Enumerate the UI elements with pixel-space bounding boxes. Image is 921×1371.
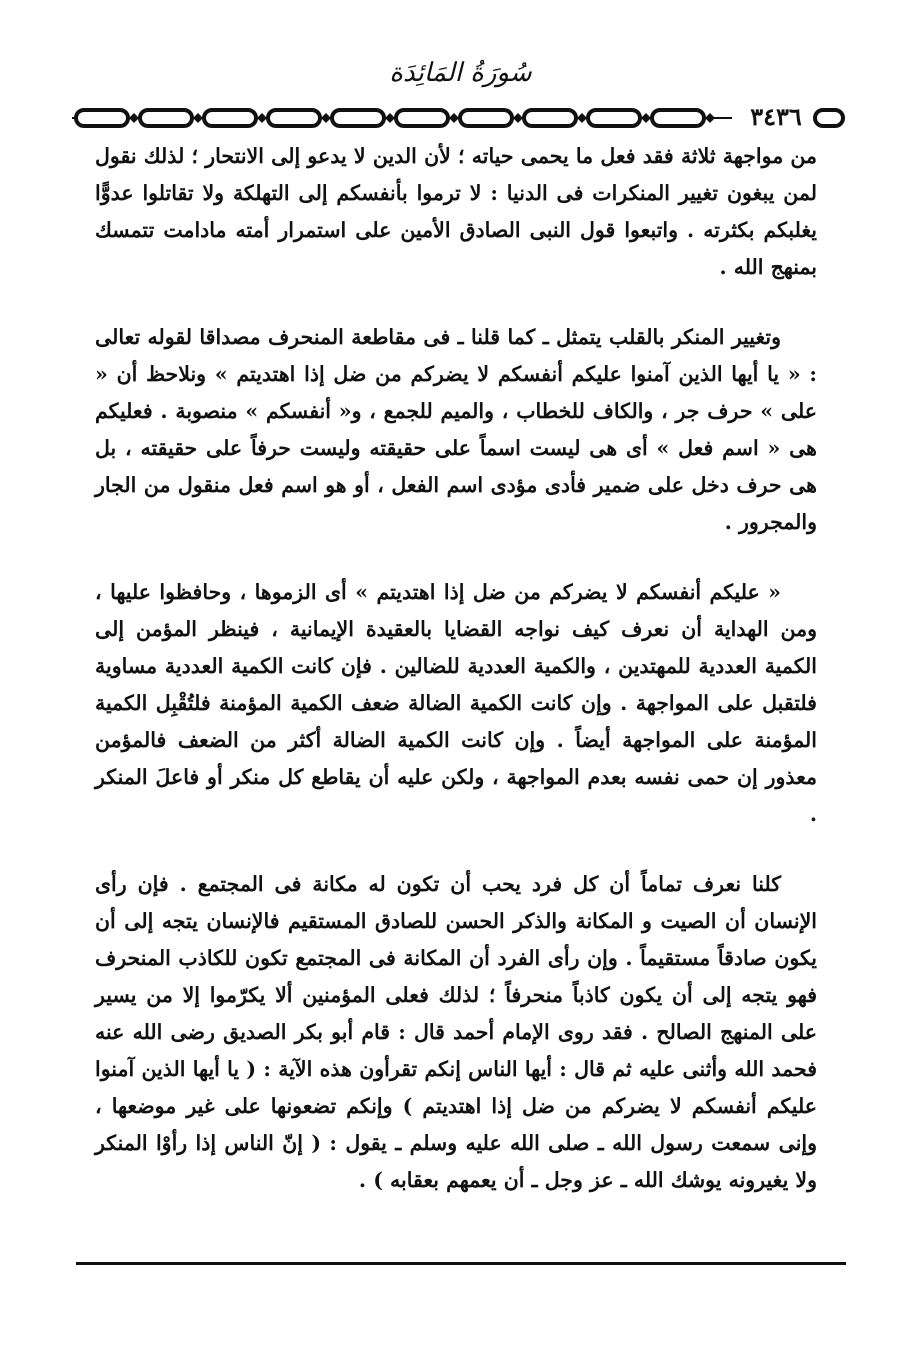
paragraph: من مواجهة ثلاثة فقد فعل ما يحمى حياته ؛ لأن الدين لا يدعو إلى الانتحار ؛ لذلك نقول لمن يبغون تغيير المنكرات فى الدنيا : لا ترموا بأنفسكم إلى التهلكة ولا تقاتلوا عدوًّا يغلبكم بكثرته . واتبعوا قول النبى الصادق الأمين على استمرار أمته مادامت تتمسك بمنهج الله . <box>95 144 817 279</box>
surah-title: سُورَةُ المَائِدَة <box>389 58 532 88</box>
page-number: ٣٤٣٦ <box>750 102 802 131</box>
paragraph: وتغيير المنكر بالقلب يتمثل ـ كما قلنا ـ فى مقاطعة المنحرف مصداقا لقوله تعالى : « يا أيها الذين آمنوا عليكم أنفسكم لا يضركم من ضل إذا اهتديتم » ونلاحظ أن « على » حرف جر ، والكاف للخطاب ، والميم للجمع ، و« أنفسكم » منصوبة . فعليكم هى « اسم فعل » أى هى ليست اسماً على حقيقته وليست حرفاً على حقيقته ، بل هى حرف دخل على ضمير فأدى مؤدى اسم الفعل ، أو هو اسم فعل منقول من الجار والمجرور . <box>95 325 817 534</box>
paragraph: « عليكم أنفسكم لا يضركم من ضل إذا اهتديتم » أى الزموها ، وحافظوا عليها ، ومن الهداية أن نعرف كيف نواجه القضايا بالعقيدة الإيمانية ، فينظر المؤمن إلى الكمية العددية للمهتدين ، والكمية العددية للضالين . فإن كانت الكمية العددية مساوية فلتقبل على المواجهة . وإن كانت الكمية الضالة ضعف الكمية المؤمنة فلتُقْبِل الكمية المؤمنة على المواجهة أيضاً . وإن كانت الكمية الضالة أكثر من الضعف فالمؤمن معذور إن حمى نفسه بعدم المواجهة ، ولكن عليه أن يقاطع كل منكر أو فاعلَ المنكر . <box>95 580 817 826</box>
paragraph: كلنا نعرف تماماً أن كل فرد يحب أن تكون له مكانة فى المجتمع . فإن رأى الإنسان أن الصيت و المكانة والذكر الحسن للصادق المستقيم فالإنسان يتجه إلى أن يكون صادقاً مستقيماً . وإن رأى الفرد أن المكانة فى المجتمع تكون للكاذب المنحرف فهو يتجه إلى أن يكون كاذباً منحرفاً ؛ لذلك فعلى المؤمنين ألا يكرّموا إلا من يسير على المنهج الصالح . فقد روى الإمام أحمد قال : قام أبو بكر الصديق رضى الله عنه فحمد الله وأثنى عليه ثم قال : أيها الناس إنكم تقرأون هذه الآية : ( يا أيها الذين آمنوا عليكم أنفسكم لا يضركم من ضل إذا اهتديتم ) وإنكم تضعونها على غير موضعها ، وإنى سمعت رسول الله ـ صلى الله عليه وسلم ـ يقول : ( إنّ الناس إذا رأوْا المنكر ولا يغيرونه يوشك الله ـ عز وجل ـ أن يعمهم بعقابه ) . <box>95 872 817 1192</box>
page-body <box>95 138 817 1199</box>
footer-rule <box>76 1262 846 1265</box>
ornamental-chain-end <box>812 104 846 132</box>
ornamental-chain-border <box>72 104 732 132</box>
